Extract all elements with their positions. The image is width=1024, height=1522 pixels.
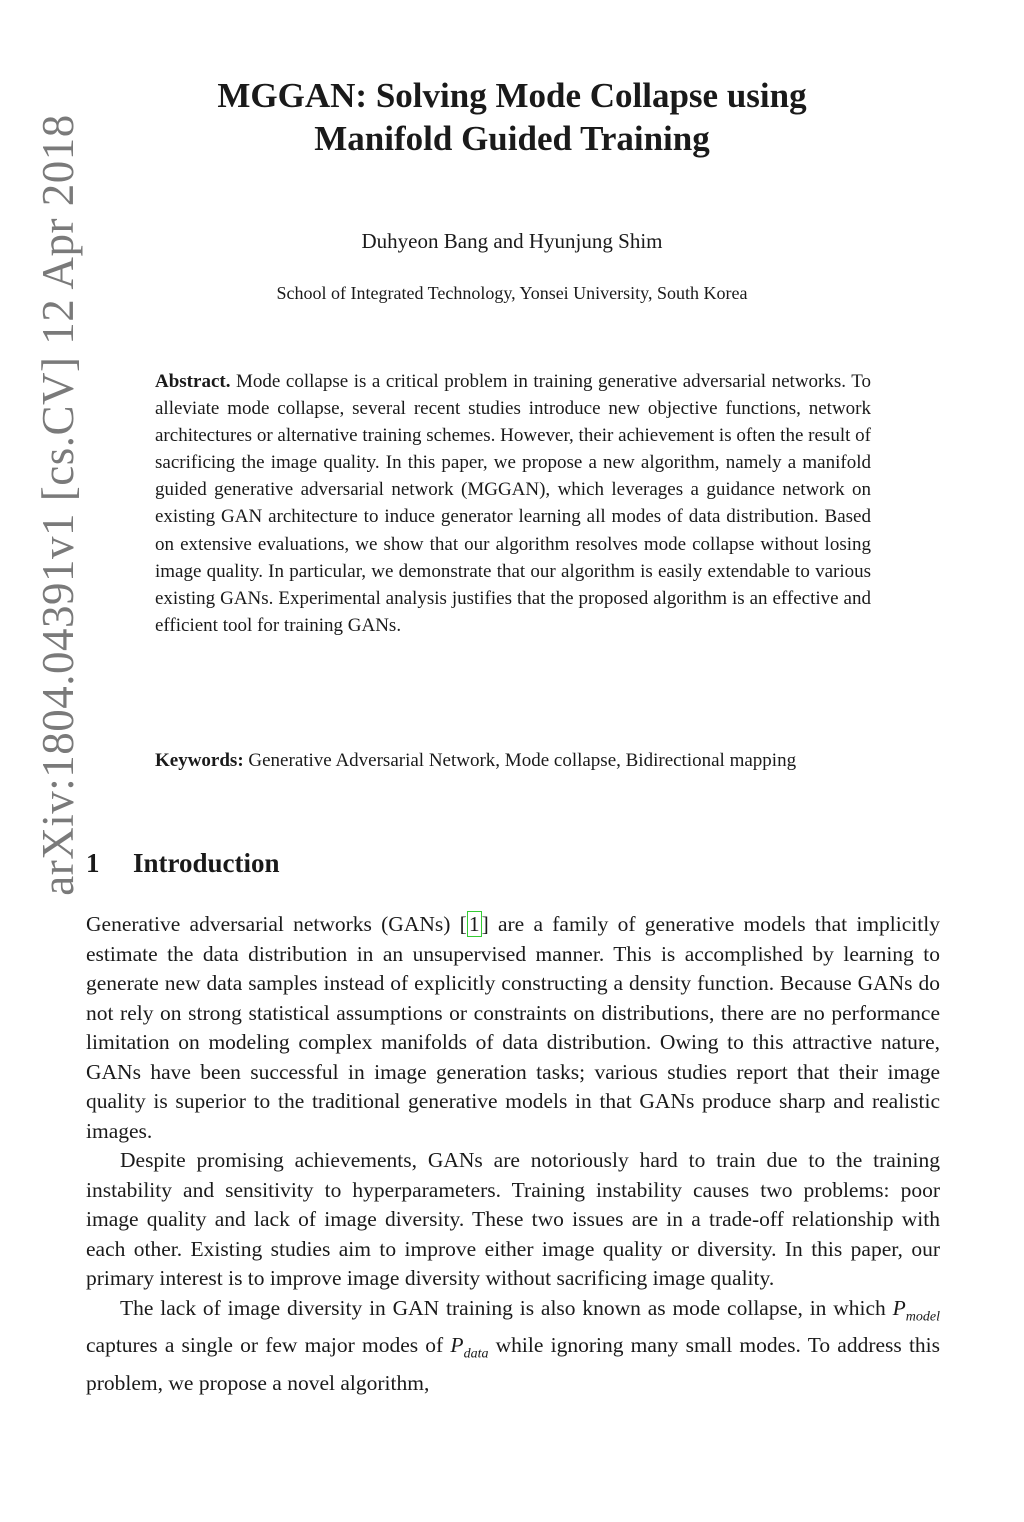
title-line-1: MGGAN: Solving Mode Collapse using: [217, 76, 807, 115]
title-line-2: Manifold Guided Training: [314, 119, 710, 158]
abstract-text: Mode collapse is a critical problem in training generative adversarial networks. To alleviate mode collapse, several recent studies introduce new objective functions, network architectures or alternative training schemes. However, their achievement is often the result of sacrificing the image quality. In this paper, we propose a new algorithm, namely a manifold guided generative adversarial network (MGGAN), which leverages a guidance network on existing GAN architecture to induce generator learning all modes of data distribution. Based on extensive evaluations, we show that our algorithm resolves mode collapse without losing image quality. In particular, we demonstrate that our algorithm is easily extendable to various existing GANs. Experimental analysis justifies that the proposed algorithm is an effective and efficient tool for training GANs.: [155, 371, 872, 636]
math-p-data: $P_{data}$: [450, 1333, 489, 1362]
keywords-label: Keywords:: [155, 750, 244, 771]
section-number: 1: [86, 848, 100, 878]
title-block: [140, 74, 884, 305]
paper-title: [140, 74, 884, 160]
paragraph-1-after-cite: are a family of generative models that implicitly estimate the data distribution in an unsupervised manner. This is accomplished by learning to generate new data samples instead of explicitly constructing a density function. Because GANs do not rely on strong statistical assumptions or constraints on distributions, there are no performance limitation on modeling complex manifolds of data distribution. Owing to this attractive nature, GANs have been successful in image generation tasks; various studies report that their image quality is superior to the traditional generative models in that GANs produce sharp and realistic images.: [86, 912, 940, 1143]
body-text: [86, 910, 940, 1399]
section-title: Introduction: [133, 848, 280, 878]
paragraph-2: Despite promising achievements, GANs are notoriously hard to train due to the training instability and sensitivity to hyperparameters. Training instability causes two problems: poor image quality and lack of image diversity. These two issues are in a trade-off relationship with each other. Existing studies aim to improve either image quality or diversity. In this paper, our primary interest is to improve image diversity without sacrificing image quality.: [86, 1148, 940, 1290]
arxiv-identifier: arXiv:1804.04391v1 [cs.CV] 12 Apr 2018: [33, 114, 83, 896]
abstract-label: Abstract.: [155, 371, 231, 392]
keywords: [155, 747, 871, 774]
paragraph-3-part-3: while ignoring many small modes. To address this problem, we propose a novel algorithm,: [86, 1333, 941, 1396]
citation-link[interactable]: 1: [468, 912, 480, 936]
paragraph-3-part-2: captures a single or few major modes of: [86, 1333, 444, 1358]
keywords-text: Generative Adversarial Network, Mode collapse, Bidirectional mapping: [248, 750, 797, 771]
paragraph-3: [86, 1294, 940, 1399]
paragraph-1-before-cite: Generative adversarial networks (GANs): [86, 912, 451, 936]
affiliation: School of Integrated Technology, Yonsei University, South Korea: [276, 283, 748, 303]
math-p-model: $P_{model}$: [892, 1295, 941, 1324]
authors: Duhyeon Bang and Hyunjung Shim: [361, 229, 663, 253]
abstract: [155, 368, 871, 639]
paragraph-1: Generative adversarial networks (GANs) [1] are a family of generative models that implicitly estimate the data distribution in an unsupervised manner. This is accomplished by learning to generate new data samples instead of explicitly constructing a density function. Because GANs do not rely on strong statistical assumptions or constraints on distributions, there are no performance limitation on modeling complex manifolds of data distribution. Owing to this attractive nature, GANs have been successful in image generation tasks; various studies report that their image quality is superior to the traditional generative models in that GANs produce sharp and realistic images.: [86, 912, 940, 1143]
paragraph-3-part-1: The lack of image diversity in GAN training is also known as mode collapse, in which: [120, 1295, 886, 1320]
section-heading: [86, 848, 280, 879]
